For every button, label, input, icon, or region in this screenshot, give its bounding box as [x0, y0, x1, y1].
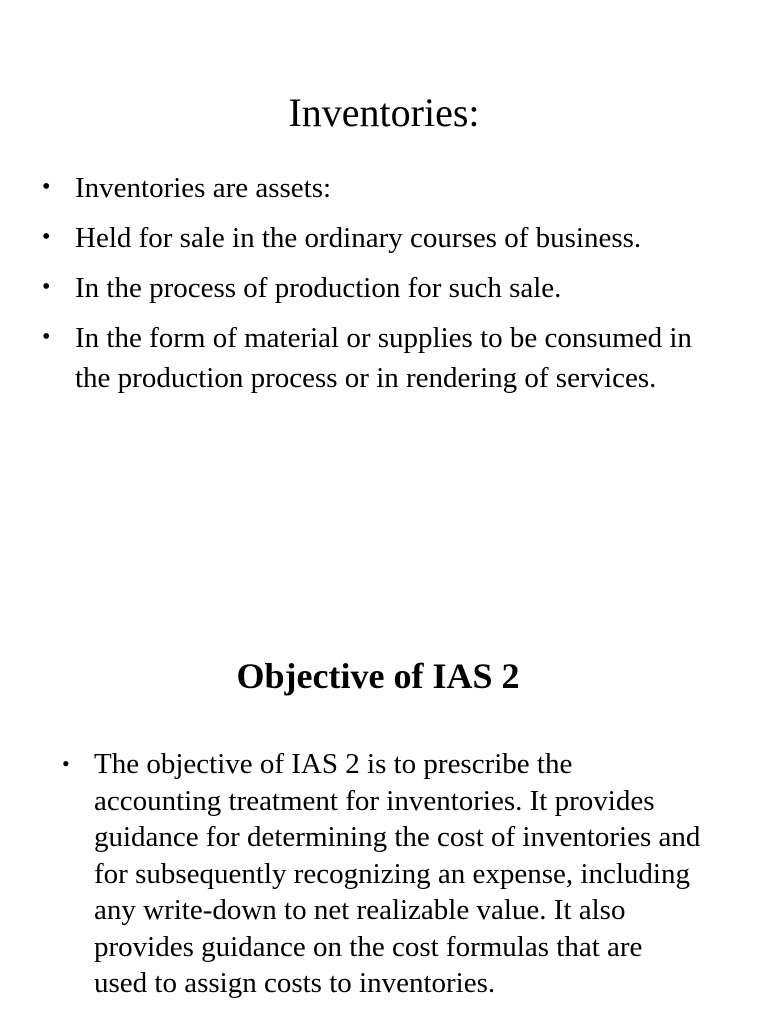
- bullet-icon: •: [42, 274, 51, 300]
- bullet-text: In the form of material or supplies to be consumed in the production process or in rendering of services.: [75, 322, 692, 394]
- slide-title: Objective of IAS 2: [236, 656, 520, 697]
- bullet-icon: •: [42, 174, 51, 200]
- bullet-text: Inventories are assets:: [75, 172, 332, 204]
- bullet-text: The objective of IAS 2 is to prescribe the accounting treatment for inventories. It provides guidance for determining the cost of inventories and for subsequently recognizing an expense, including any write-down to net realizable value. It also provides guidance on the cost formulas that are used to assign costs to inventories.: [94, 748, 701, 999]
- bullet-item: [42, 268, 722, 308]
- bullet-icon: •: [42, 324, 51, 350]
- bullet-item: [42, 218, 722, 258]
- bullet-list: [42, 168, 722, 408]
- slide-title: Inventories:: [288, 89, 480, 135]
- bullet-item: [42, 318, 722, 398]
- slide-objective-ias2: [0, 600, 768, 1024]
- bullet-text: Held for sale in the ordinary courses of business.: [75, 222, 642, 254]
- bullet-icon: •: [62, 751, 70, 776]
- bullet-item: [62, 746, 702, 1002]
- bullet-text: In the process of production for such sale.: [75, 272, 562, 304]
- bullet-list: [62, 746, 702, 1002]
- bullet-icon: •: [42, 224, 51, 250]
- bullet-item: [42, 168, 722, 208]
